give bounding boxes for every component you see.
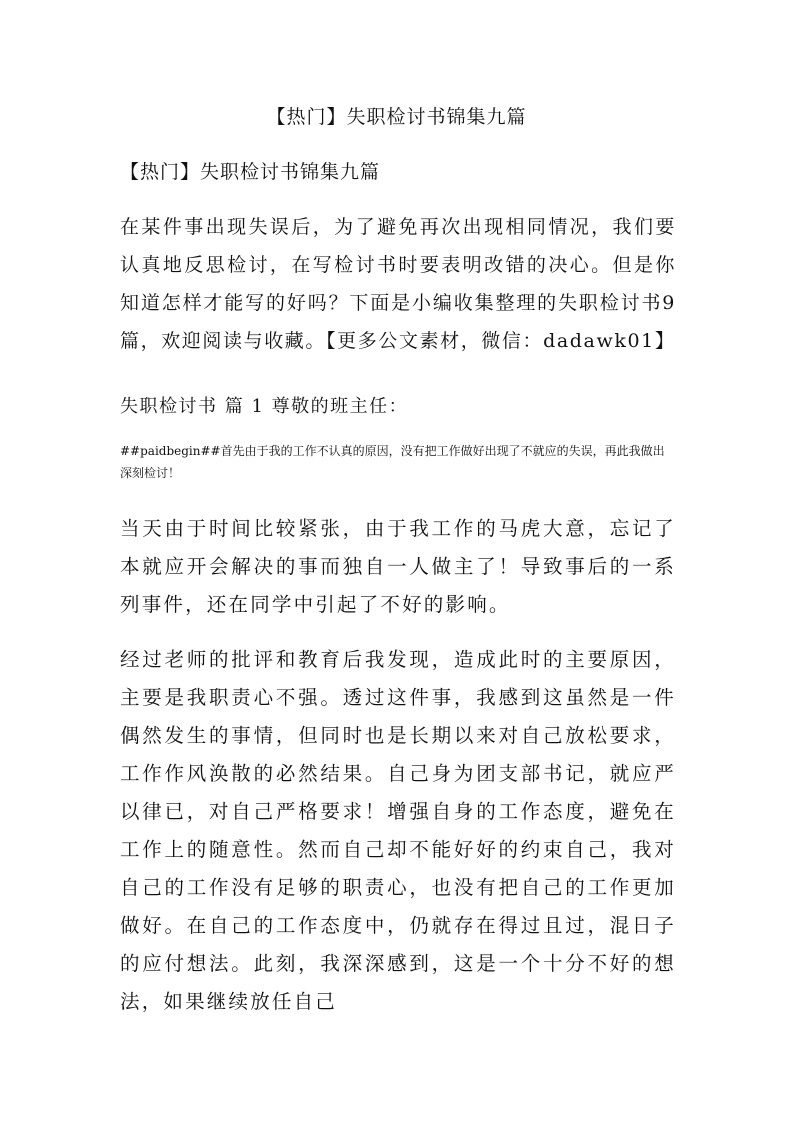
document-subtitle: 【热门】失职检讨书锦集九篇	[120, 161, 381, 183]
paid-note-paragraph: ##paidbegin##首先由于我的工作不认真的原因，没有把工作做好出现了不就应的失误，再此我做出深刻检讨！	[120, 444, 665, 480]
document-title: 【热门】失职检讨书锦集九篇	[266, 106, 527, 128]
section-heading: 失职检讨书 篇 1 尊敬的班主任：	[120, 396, 409, 417]
body-paragraph-1: 当天由于时间比较紧张，由于我工作的马虎大意，忘记了本就应开会解决的事而独自一人做主了！导致事后的一系列事件，还在同学中引起了不好的影响。	[120, 517, 676, 616]
intro-paragraph: 在某件事出现失误后，为了避免再次出现相同情况，我们要认真地反思检讨，在写检讨书时要表明改错的决心。但是你知道怎样才能写的好吗？下面是小编收集整理的失职检讨书9篇，欢迎阅读与收藏。【更多公文素材，微信：dadawk01】	[120, 216, 676, 352]
body-paragraph-2: 经过老师的批评和教育后我发现，造成此时的主要原因，主要是我职责心不强。透过这件事，我感到这虽然是一件偶然发生的事情，但同时也是长期以来对自己放松要求，工作作风涣散的必然结果。自己身为团支部书记，就应严以律已，对自己严格要求！增强自身的工作态度，避免在工作上的随意性。然而自己却不能好好的约束自己，我对自己的工作没有足够的职责心，也没有把自己的工作更加做好。在自己的工作态度中，仍就存在得过且过，混日子的应付想法。此刻，我深深感到，这是一个十分不好的想法，如果继续放任自己	[120, 648, 676, 1013]
